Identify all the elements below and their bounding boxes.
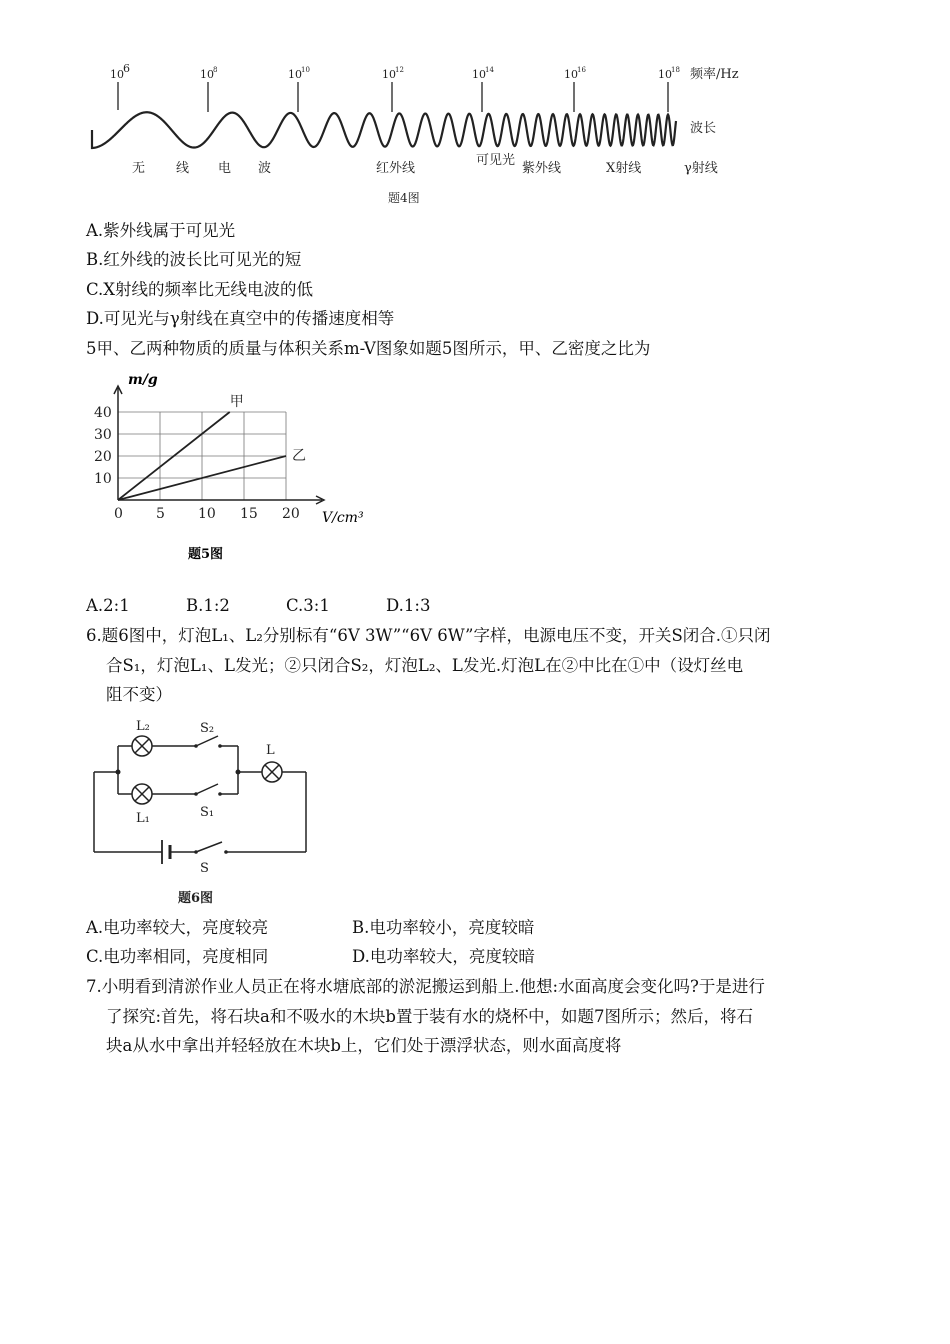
freq-tick-7: 10: [658, 68, 672, 81]
x-tick-label: 15: [240, 506, 258, 522]
band-xray: X射线: [606, 161, 642, 176]
label-s: S: [200, 861, 209, 876]
freq-exp-4: 12: [395, 66, 404, 74]
x-tick-label: 20: [282, 506, 300, 522]
q6-stem-line-1: 6.题6图中，灯泡L₁、L₂分别标有“6V 3W”“6V 6W”字样，电源电压不变，开关S闭合.①只闭: [86, 626, 771, 645]
freq-tick-3: 10: [288, 68, 302, 81]
x-tick-label: 10: [198, 506, 216, 522]
y-tick-label: 20: [94, 449, 112, 465]
q6-option-d: D.电功率较大，亮度较暗: [352, 947, 535, 966]
em-spectrum-figure: [86, 60, 766, 210]
y-axis-label: m/g: [128, 372, 158, 388]
freq-exp-6: 16: [577, 66, 586, 74]
q5-stem: 5甲、乙两种物质的质量与体积关系m-V图象如题5图所示，甲、乙密度之比为: [86, 339, 651, 358]
band-infrared: 红外线: [376, 161, 416, 176]
fig4-caption: 题4图: [388, 191, 420, 205]
q5-option-a: A.2:1: [86, 596, 130, 615]
x-tick-label: 5: [156, 506, 165, 522]
wavelength-label: 波长: [690, 121, 717, 136]
label-s2: S₂: [200, 721, 215, 736]
q6-option-b: B.电功率较小，亮度较暗: [352, 918, 535, 937]
freq-exp-2: 8: [213, 66, 218, 74]
q4-option-a: A.紫外线属于可见光: [86, 221, 236, 240]
freq-tick-5: 10: [472, 68, 486, 81]
band-radio-2: 线: [176, 161, 190, 176]
freq-tick-1: 10: [110, 68, 124, 81]
label-l: L: [266, 743, 275, 758]
freq-exp-5: 14: [485, 66, 494, 74]
q6-stem-line-2: 合S₁，灯泡L₁、L发光；②只闭合S₂，灯泡L₂、L发光.灯泡L在②中比在①中（设灯丝电: [106, 656, 744, 675]
freq-exp-1: 6: [123, 62, 130, 75]
freq-exp-7: 18: [671, 66, 680, 74]
fig6-caption: 题6图: [178, 891, 214, 906]
freq-tick-2: 10: [200, 68, 214, 81]
q5-option-c: C.3:1: [286, 596, 330, 615]
q7-stem-line-1: 7.小明看到清淤作业人员正在将水塘底部的淤泥搬运到船上.他想:水面高度会变化吗?于是进行: [86, 977, 765, 996]
chart-grid: [118, 412, 286, 500]
q6-stem-line-3: 阻不变）: [106, 685, 172, 704]
freq-tick-6: 10: [564, 68, 578, 81]
q5-option-b: B.1:2: [186, 596, 230, 615]
label-s1: S₁: [200, 805, 215, 820]
x-axis-label: V/cm³: [322, 510, 364, 526]
q7-stem-line-2: 了探究:首先，将石块a和不吸水的木块b置于装有水的烧杯中，如题7图所示；然后，将石: [106, 1007, 753, 1026]
label-l2: L₂: [136, 719, 150, 734]
q4-option-d: D.可见光与γ射线在真空中的传播速度相等: [86, 309, 395, 328]
series-label-1: 乙: [292, 448, 306, 464]
band-radio-3: 电: [218, 161, 232, 176]
freq-axis-label: 频率/Hz: [690, 67, 739, 82]
label-l1: L₁: [136, 811, 150, 826]
band-ultraviolet: 紫外线: [522, 161, 562, 176]
q6-option-c: C.电功率相同，亮度相同: [86, 947, 269, 966]
q4-option-b: B.红外线的波长比可见光的短: [86, 250, 302, 269]
band-radio-1: 无: [132, 161, 146, 176]
band-gamma: γ射线: [684, 161, 718, 176]
band-radio-4: 波: [258, 161, 272, 176]
y-tick-label: 30: [94, 427, 112, 443]
q7-stem-line-3: 块a从水中拿出并轻轻放在木块b上，它们处于漂浮状态，则水面高度将: [106, 1036, 622, 1055]
x-tick-label: 0: [114, 506, 123, 522]
freq-tick-4: 10: [382, 68, 396, 81]
q5-options: [86, 595, 430, 617]
q4-option-c: C.X射线的频率比无线电波的低: [86, 280, 314, 299]
circuit-figure: [86, 712, 326, 908]
mv-chart: [86, 366, 386, 566]
freq-exp-3: 10: [301, 66, 310, 74]
chart-labels: [94, 394, 306, 522]
q5-option-d: D.1:3: [386, 596, 431, 615]
q6-option-a: A.电功率较大，亮度较亮: [86, 918, 269, 937]
chart-axes: [114, 386, 324, 504]
q6-options-row-2: [86, 946, 535, 968]
wave-curve: [92, 112, 676, 148]
y-tick-label: 10: [94, 471, 112, 487]
band-visible: 可见光: [476, 153, 516, 168]
fig5-caption: 题5图: [188, 547, 224, 562]
y-tick-label: 40: [94, 405, 112, 421]
q6-options-row-1: [86, 917, 534, 939]
series-label-0: 甲: [229, 394, 244, 410]
